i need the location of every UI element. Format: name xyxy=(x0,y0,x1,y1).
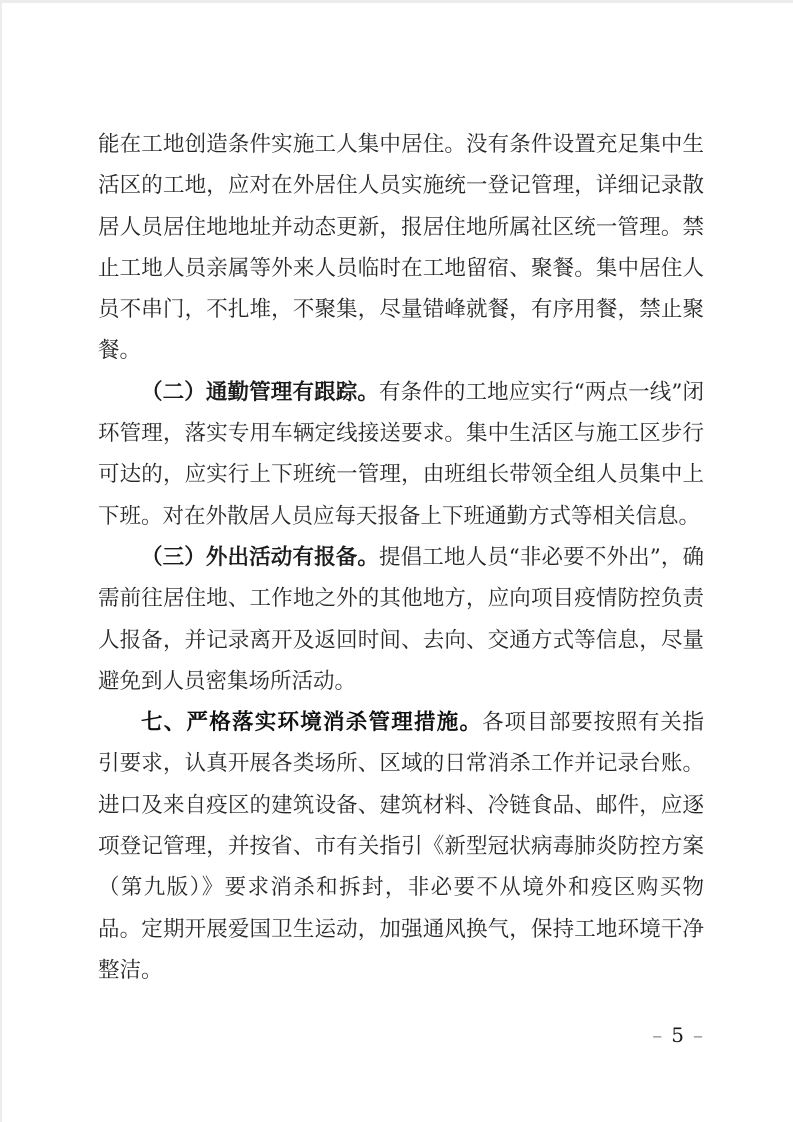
paragraph-continuation xyxy=(98,124,704,372)
paragraph-section-seven-disinfection xyxy=(98,702,704,991)
page-number-dash-right: – xyxy=(693,1023,703,1047)
paragraph-text: 各项目部要按照有关指引要求，认真开展各类场所、区域的日常消杀工作并记录台账。进口及来自疫区的建筑设备、建筑材料、冷链食品、邮件，应逐项登记管理，并按省、市有关指引《新型冠状病毒肺炎防控方案（第九版）》要求消杀和拆封，非必要不从境外和疫区购买物品。定期开展爱国卫生运动，加强通风换气，保持工地环境干净整洁。 xyxy=(98,710,704,983)
paragraph-outing-report xyxy=(98,537,704,702)
paragraph-commute-management xyxy=(98,372,704,537)
paragraph-text: 有条件的工地应实行“两点一线”闭环管理，落实专用车辆定线接送要求。集中生活区与施工区步行可达的，应实行上下班统一管理，由班组长带领全组人员集中上下班。对在外散居人员应每天报备上下班通勤方式等相关信息。 xyxy=(98,379,704,529)
paragraph-lead: （二）通勤管理有跟踪。 xyxy=(141,379,379,405)
paragraph-text: 能在工地创造条件实施工人集中居住。没有条件设置充足集中生活区的工地，应对在外居住人员实施统一登记管理，详细记录散居人员居住地地址并动态更新，报居住地所属社区统一管理。禁止工地人员亲属等外来人员临时在工地留宿、聚餐。集中居住人员不串门，不扎堆，不聚集，尽量错峰就餐，有序用餐，禁止聚餐。 xyxy=(98,132,704,364)
paragraph-text: 提倡工地人员“非必要不外出”，确需前往居住地、工作地之外的其他地方，应向项目疫情防控负责人报备，并记录离开及返回时间、去向、交通方式等信息，尽量避免到人员密集场所活动。 xyxy=(98,544,704,694)
section-heading: 七、严格落实环境消杀管理措施。 xyxy=(141,710,483,735)
paragraph-lead: （三）外出活动有报备。 xyxy=(141,544,379,570)
page-footer xyxy=(652,1023,703,1047)
document-body xyxy=(98,124,704,991)
page-number-dash-left: – xyxy=(652,1023,663,1047)
page-number: 5 xyxy=(671,1023,684,1047)
